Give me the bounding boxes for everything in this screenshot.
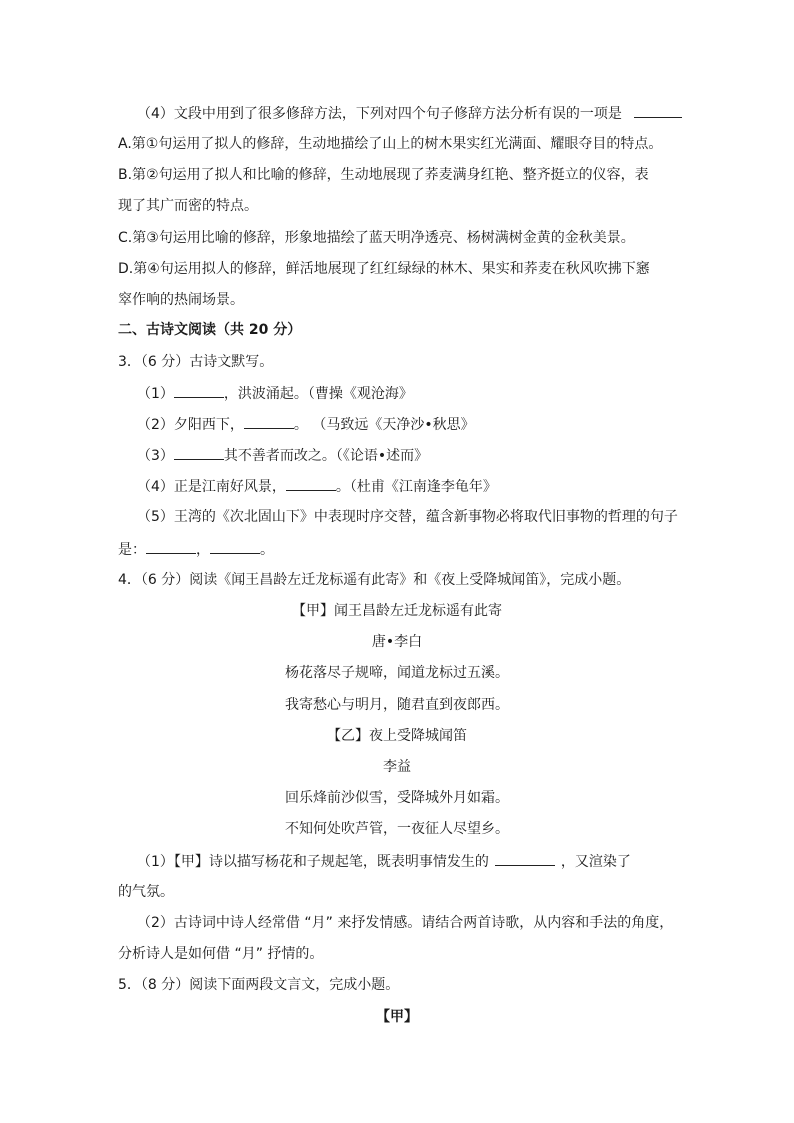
passage-label: 【甲】 [376, 1009, 418, 1025]
poem1-author: 唐•李白 [371, 634, 423, 650]
answer-blank[interactable] [634, 103, 682, 118]
q4-sub-2-line1: （2）古诗词中诗人经常借 “月” 来抒发情感。请结合两首诗歌，从内容和手法的角度， [137, 915, 674, 931]
q4-sub-2-line2: 分析诗人是如何借 “月” 抒情的。 [118, 946, 324, 962]
q4-stem: 4．（6 分）阅读《闻王昌龄左迁龙标遥有此寄》和《夜上受降城闻笛》，完成小题。 [118, 572, 631, 588]
poem2-line2: 不知何处吹芦管，一夜征人尽望乡。 [285, 821, 509, 837]
answer-blank[interactable] [495, 851, 555, 866]
answer-blank[interactable] [210, 539, 260, 554]
q3-item-3: （3） 其不善者而改之。（《论语•述而》 [137, 445, 428, 466]
poem2-title: 【乙】夜上受降城闻笛 [327, 728, 467, 744]
answer-blank[interactable] [244, 414, 294, 429]
option-d-line1: D.第④句运用拟人的修辞，鲜活地展现了红红绿绿的林木、果实和荞麦在秋风吹拂下窸 [118, 261, 650, 277]
option-c: C.第③句运用比喻的修辞，形象地描绘了蓝天明净透亮、杨树满树金黄的金秋美景。 [118, 230, 635, 246]
q4-sub-1-line2: 的气氛。 [118, 884, 174, 900]
option-b-line1: B.第②句运用了拟人和比喻的修辞，生动地展现了荞麦满身红艳、整齐挺立的仪容，表 [118, 167, 649, 183]
poem2-author: 李益 [383, 759, 411, 775]
option-b-line2: 现了其广而密的特点。 [118, 198, 258, 214]
answer-blank[interactable] [286, 476, 336, 491]
q3-stem: 3．（6 分）古诗文默写。 [118, 354, 274, 370]
answer-blank[interactable] [146, 539, 196, 554]
option-a: A.第①句运用了拟人的修辞，生动地描绘了山上的树木果实红光满面、耀眼夺目的特点。 [118, 136, 663, 152]
poem1-line2: 我寄愁心与明月，随君直到夜郎西。 [285, 697, 509, 713]
poem1-line1: 杨花落尽子规啼，闻道龙标过五溪。 [285, 665, 509, 681]
q4-sub-stem: （4）文段中用到了很多修辞方法，下列对四个句子修辞方法分析有误的一项是 [137, 103, 682, 124]
poem2-line1: 回乐烽前沙似雪，受降城外月如霜。 [285, 790, 509, 806]
answer-blank[interactable] [174, 445, 224, 460]
q3-item-1: （1） ，洪波涌起。（曹操《观沧海》 [137, 383, 413, 404]
q4-sub-1-line1: （1）【甲】诗以描写杨花和子规起笔，既表明事情发生的 ，又渲染了 [137, 851, 631, 872]
q3-item-2: （2）夕阳西下， 。 （马致远《天净沙•秋思》 [137, 414, 475, 435]
answer-blank[interactable] [174, 383, 224, 398]
q3-item-4: （4）正是江南好风景， 。（杜甫《江南逢李龟年》 [137, 476, 497, 497]
option-d-line2: 窣作响的热闹场景。 [118, 292, 244, 308]
q3-item-5-line1: （5）王湾的《次北固山下》中表现时序交替，蕴含新事物必将取代旧事物的哲理的句子 [137, 509, 678, 525]
poem1-title: 【甲】闻王昌龄左迁龙标遥有此寄 [292, 603, 502, 619]
section-heading: 二、古诗文阅读（共 20 分） [118, 322, 302, 338]
q5-stem: 5．（8 分）阅读下面两段文言文，完成小题。 [118, 977, 400, 993]
q3-item-5-line2: 是： ， 。 [118, 539, 274, 560]
